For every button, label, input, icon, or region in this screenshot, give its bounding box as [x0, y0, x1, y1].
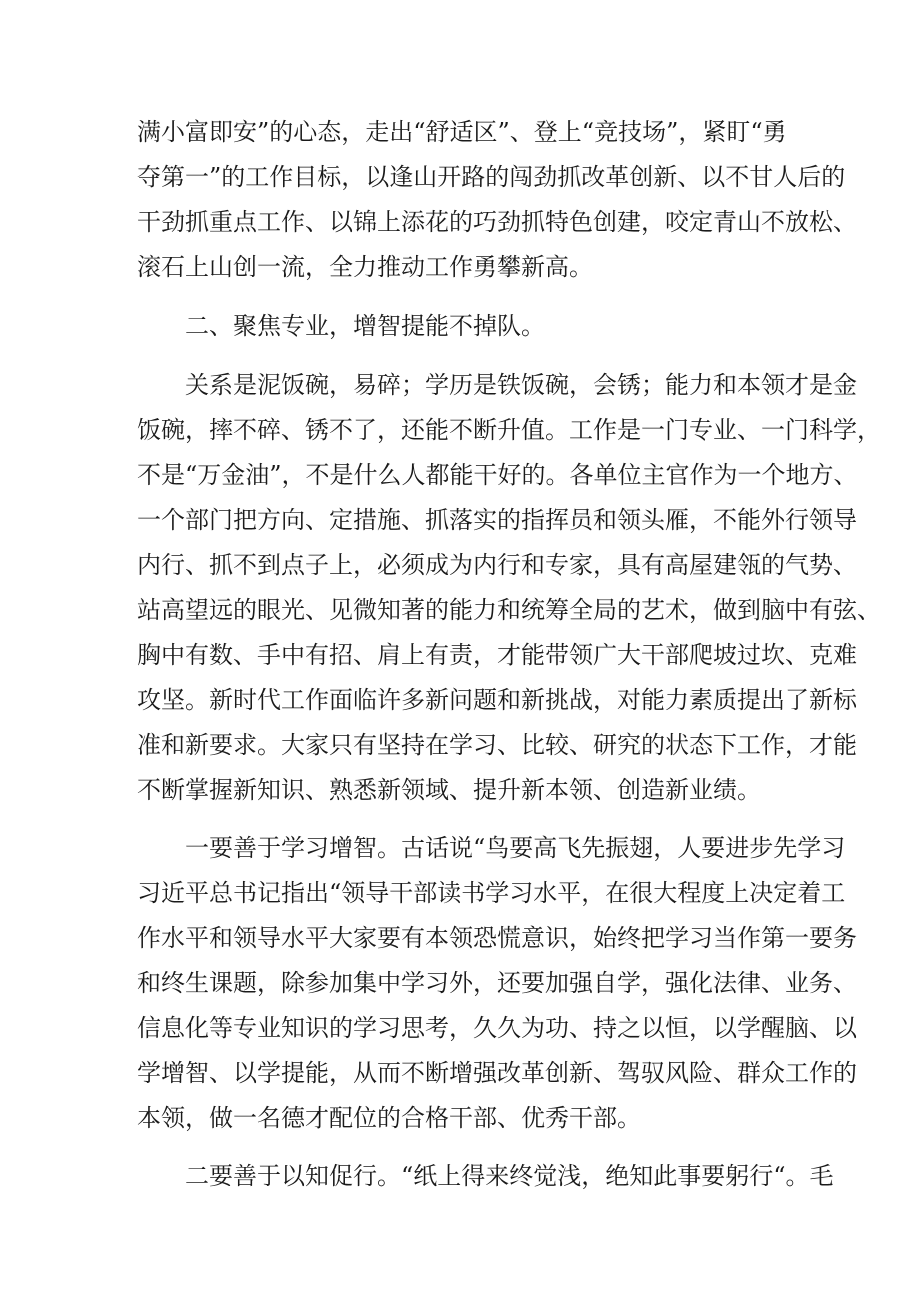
section-heading: 二、聚焦专业，增智提能不掉队。 [185, 312, 545, 340]
text-line: 关系是泥饭碗，易碎；学历是铁饭碗，会锈；能力和本领才是金 [185, 371, 857, 399]
text-line: 学增智、以学提能，从而不断增强改革创新、驾驭风险、群众工作的 [137, 1059, 857, 1087]
text-line: 胸中有数、手中有招、肩上有责，才能带领广大干部爬坡过坎、克难 [137, 641, 857, 669]
text-line: 作水平和领导水平大家要有本领恐慌意识，始终把学习当作第一要务 [137, 924, 857, 952]
text-line: 准和新要求。大家只有坚持在学习、比较、研究的状态下工作，才能 [137, 731, 857, 759]
text-line: 不是“万金油”，不是什么人都能干好的。各单位主官作为一个地方、 [137, 461, 858, 489]
text-line: 本领，做一名德才配位的合格干部、优秀干部。 [137, 1104, 641, 1132]
text-line: 夺第一”的工作目标，以逢山开路的闯劲抓改革创新、以不甘人后的 [137, 163, 846, 191]
text-line: 一个部门把方向、定措施、抓落实的指挥员和领头雁，不能外行领导 [137, 506, 857, 534]
text-line: 信息化等专业知识的学习思考，久久为功、持之以恒，以学醒脑、以 [137, 1014, 857, 1042]
text-line: 饭碗，摔不碎、锈不了，还能不断升值。工作是一门专业、一门科学， [137, 416, 881, 444]
text-line: 满小富即安”的心态，走出“舒适区”、登上“竞技场”，紧盯“勇 [137, 118, 787, 146]
text-line: 和终生课题，除参加集中学习外，还要加强自学，强化法律、业务、 [137, 969, 857, 997]
text-line: 习近平总书记指出“领导干部读书学习水平，在很大程度上决定着工 [137, 879, 846, 907]
text-line: 滚石上山创一流，全力推动工作勇攀新高。 [137, 253, 593, 281]
text-line: 二要善于以知促行。“纸上得来终觉浅，绝知此事要躬行“。毛 [185, 1162, 834, 1190]
text-line: 一要善于学习增智。古话说“鸟要高飞先振翅，人要进步先学习 [185, 834, 846, 862]
text-line: 干劲抓重点工作、以锦上添花的巧劲抓特色创建，咬定青山不放松、 [137, 208, 857, 236]
text-line: 不断掌握新知识、熟悉新领域、提升新本领、创造新业绩。 [137, 776, 761, 804]
text-line: 站高望远的眼光、见微知著的能力和统筹全局的艺术，做到脑中有弦、 [137, 596, 881, 624]
text-line: 攻坚。新时代工作面临许多新问题和新挑战，对能力素质提出了新标 [137, 686, 857, 714]
text-line: 内行、抓不到点子上，必须成为内行和专家，具有高屋建瓴的气势、 [137, 551, 857, 579]
